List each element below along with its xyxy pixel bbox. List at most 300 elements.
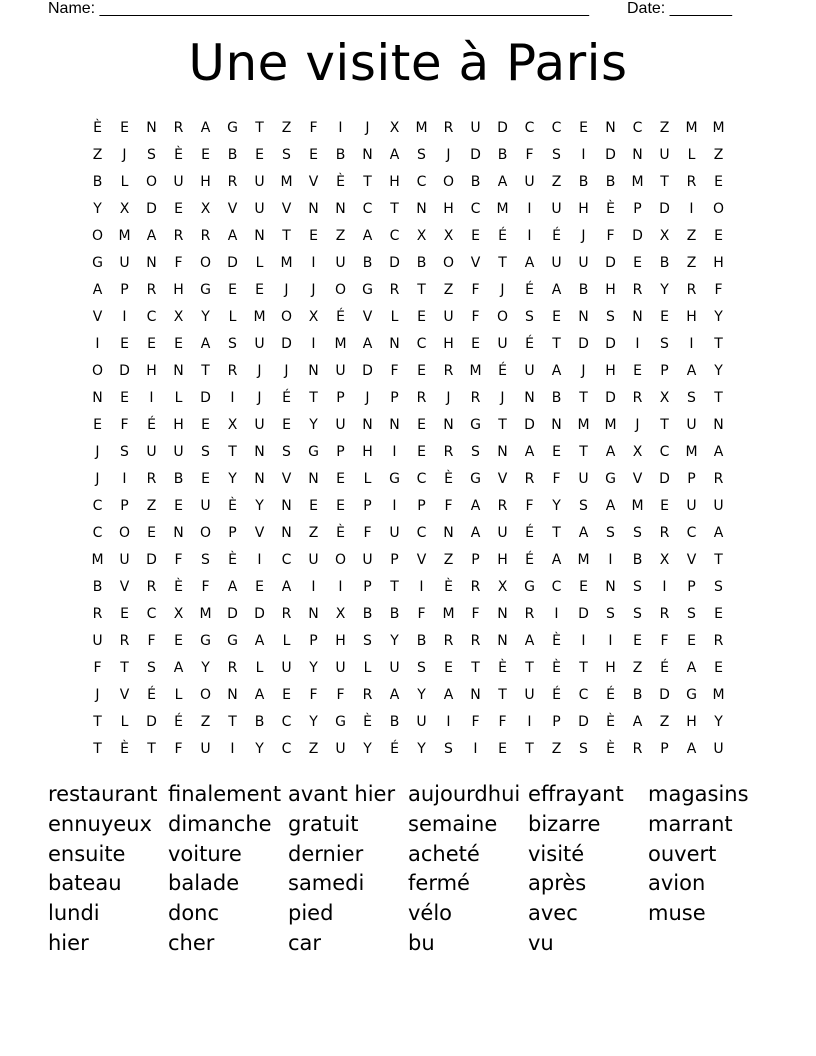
word-bank-item: dimanche [168,811,272,836]
grid-letter: A [470,524,481,541]
grid-letter: N [308,362,319,379]
grid-letter: E [633,632,642,649]
grid-letter: C [470,200,481,217]
grid-letter: B [92,173,103,190]
grid-letter: M [280,173,293,190]
grid-letter: U [200,497,211,514]
grid-letter: È [336,173,345,190]
word-bank-item: après [528,871,587,896]
grid-letter: È [606,740,615,757]
grid-letter: N [173,524,184,541]
grid-letter: G [92,254,103,271]
grid-letter: V [119,578,130,595]
grid-letter: M [442,605,455,622]
grid-letter: R [281,605,292,622]
grid-letter: U [578,470,589,487]
grid-letter: E [552,308,561,325]
grid-letter: U [173,173,184,190]
grid-letter: G [227,632,238,649]
grid-letter: R [173,119,184,136]
word-bank-item: muse [648,901,706,926]
grid-letter: A [686,740,697,757]
grid-letter: A [389,146,400,163]
grid-letter: E [579,578,588,595]
grid-letter: U [443,308,454,325]
grid-letter: G [605,470,616,487]
grid-letter: H [200,173,211,190]
grid-letter: F [336,686,345,703]
grid-letter: A [524,632,535,649]
grid-letter: T [525,740,534,757]
grid-letter: É [282,389,291,406]
grid-letter: U [659,146,670,163]
grid-letter: N [605,578,616,595]
grid-letter: U [389,524,400,541]
grid-letter: E [120,389,129,406]
grid-letter: D [578,713,589,730]
grid-letter: C [281,713,292,730]
grid-letter: L [120,713,129,730]
grid-letter: Z [686,227,697,244]
grid-letter: B [470,173,481,190]
grid-letter: A [578,524,589,541]
word-bank-item: ensuite [48,841,126,866]
grid-letter: L [255,659,264,676]
grid-letter: P [336,443,345,460]
grid-letter: V [308,173,319,190]
grid-letter: C [551,578,562,595]
grid-letter: N [497,443,508,460]
grid-letter: I [689,200,694,217]
grid-letter: X [443,227,454,244]
grid-letter: V [686,551,697,568]
grid-letter: H [605,659,616,676]
grid-letter: Y [714,362,723,379]
grid-letter: É [525,281,534,298]
grid-letter: R [362,686,373,703]
grid-letter: A [443,686,454,703]
grid-letter: I [311,578,316,595]
grid-letter: B [416,632,427,649]
grid-letter: V [416,551,427,568]
grid-letter: E [120,335,129,352]
grid-letter: O [145,173,158,190]
grid-letter: P [120,281,129,298]
grid-letter: I [446,713,451,730]
grid-letter: T [390,200,399,217]
grid-letter: E [309,146,318,163]
grid-row [84,195,732,222]
grid-letter: F [714,281,723,298]
grid-letter: H [686,713,697,730]
grid-letter: U [335,254,346,271]
grid-letter: M [685,443,698,460]
grid-letter: B [497,146,508,163]
grid-letter: T [714,389,723,406]
grid-letter: E [660,308,669,325]
grid-letter: J [122,146,127,163]
grid-letter: C [524,119,535,136]
grid-letter: I [95,335,100,352]
grid-letter: O [442,254,455,271]
grid-letter: N [335,200,346,217]
grid-letter: T [525,659,534,676]
grid-letter: S [714,578,723,595]
grid-letter: B [605,173,616,190]
grid-letter: U [146,443,157,460]
grid-letter: I [338,578,343,595]
word-search-grid [84,114,732,762]
grid-letter: T [309,389,318,406]
grid-letter: H [443,335,454,352]
grid-letter: N [254,227,265,244]
grid-letter: B [227,146,238,163]
grid-letter: L [255,254,264,271]
grid-letter: J [365,389,370,406]
grid-letter: D [227,254,238,271]
grid-letter: H [605,362,616,379]
grid-letter: C [416,524,427,541]
grid-letter: T [417,281,426,298]
grid-letter: C [92,524,103,541]
word-bank-item: avant hier [288,782,396,806]
grid-letter: T [93,713,102,730]
word-bank-item: vélo [408,901,453,926]
grid-letter: T [579,389,588,406]
grid-letter: N [605,119,616,136]
grid-letter: V [281,470,292,487]
word-bank-item: ouvert [648,841,717,866]
grid-letter: S [687,389,696,406]
grid-letter: R [443,119,454,136]
grid-letter: I [527,227,532,244]
grid-letter: D [146,713,157,730]
grid-letter: D [578,605,589,622]
grid-letter: S [579,740,588,757]
grid-letter: T [660,173,669,190]
grid-letter: T [579,443,588,460]
grid-letter: E [417,443,426,460]
grid-letter: B [335,146,346,163]
grid-letter: L [174,389,183,406]
grid-letter: B [389,605,400,622]
grid-row [84,654,732,681]
grid-letter: S [201,551,210,568]
grid-letter: A [551,551,562,568]
grid-letter: D [254,605,265,622]
grid-letter: D [524,416,535,433]
grid-letter: G [200,632,211,649]
grid-letter: X [659,389,670,406]
grid-letter: D [605,146,616,163]
grid-letter: C [578,686,589,703]
grid-letter: N [551,416,562,433]
grid-letter: U [173,443,184,460]
grid-letter: F [174,254,183,271]
word-bank-item: effrayant [528,782,624,806]
grid-letter: C [416,173,427,190]
grid-letter: I [473,740,478,757]
grid-letter: N [227,686,238,703]
grid-row [84,681,732,708]
grid-letter: R [119,632,130,649]
grid-letter: O [199,254,212,271]
grid-letter: D [659,470,670,487]
grid-letter: U [524,686,535,703]
grid-letter: Z [713,146,724,163]
grid-letter: N [308,470,319,487]
word-bank-item: fermé [408,871,470,896]
grid-letter: M [334,335,347,352]
grid-letter: Y [228,470,237,487]
word-bank-item: samedi [288,871,365,896]
word-bank-item: dernier [288,841,364,866]
grid-letter: N [443,416,454,433]
grid-letter: S [417,659,426,676]
grid-row [84,627,732,654]
grid-letter: E [633,254,642,271]
grid-letter: R [632,281,643,298]
grid-letter: L [363,470,372,487]
name-field-label: Name: _______________________________________________________ [48,0,589,17]
grid-letter: F [552,470,561,487]
grid-letter: R [200,227,211,244]
grid-letter: J [257,362,262,379]
grid-letter: T [498,254,507,271]
grid-letter: V [470,254,481,271]
grid-letter: B [254,713,265,730]
grid-letter: S [687,605,696,622]
grid-letter: U [335,659,346,676]
grid-letter: R [173,227,184,244]
grid-letter: È [498,659,507,676]
grid-letter: P [336,389,345,406]
grid-letter: O [712,200,725,217]
grid-letter: E [174,200,183,217]
grid-letter: F [525,497,534,514]
grid-letter: J [95,686,100,703]
grid-letter: I [257,551,262,568]
grid-row [84,303,732,330]
grid-letter: B [659,254,670,271]
grid-letter: X [308,308,319,325]
grid-row [84,735,732,762]
grid-letter: X [119,200,130,217]
grid-letter: É [606,686,615,703]
grid-letter: H [578,200,589,217]
grid-letter: Y [417,686,426,703]
grid-letter: S [633,605,642,622]
word-bank-item: lundi [48,901,100,926]
grid-letter: C [146,605,157,622]
grid-letter: T [714,335,723,352]
grid-letter: M [415,119,428,136]
grid-letter: U [470,119,481,136]
grid-letter: C [659,443,670,460]
grid-letter: È [444,578,453,595]
grid-letter: U [335,740,346,757]
grid-letter: X [416,227,427,244]
grid-letter: N [578,308,589,325]
word-bank-item: bu [408,930,435,955]
grid-letter: U [713,740,724,757]
grid-letter: É [552,227,561,244]
grid-letter: A [605,497,616,514]
grid-letter: F [363,524,372,541]
grid-letter: U [497,524,508,541]
grid-letter: R [524,605,535,622]
grid-letter: H [686,308,697,325]
grid-letter: A [551,281,562,298]
grid-letter: N [632,146,643,163]
grid-letter: A [227,227,238,244]
grid-letter: F [174,740,183,757]
grid-letter: P [363,497,372,514]
grid-letter: T [714,551,723,568]
grid-letter: L [228,308,237,325]
grid-letter: L [120,173,129,190]
grid-letter: D [227,605,238,622]
grid-letter: M [253,308,266,325]
word-bank-item: visité [528,841,585,866]
grid-letter: I [554,605,559,622]
grid-letter: Y [93,200,102,217]
grid-letter: Z [281,119,292,136]
grid-letter: C [146,308,157,325]
grid-letter: È [552,632,561,649]
grid-letter: E [255,146,264,163]
grid-letter: S [660,335,669,352]
grid-letter: N [497,632,508,649]
grid-letter: T [498,416,507,433]
grid-letter: I [608,632,613,649]
grid-letter: E [417,362,426,379]
grid-letter: Z [308,740,319,757]
grid-letter: B [632,551,643,568]
grid-letter: V [92,308,103,325]
word-bank-item: avion [648,871,706,896]
grid-letter: A [227,578,238,595]
grid-letter: V [254,524,265,541]
grid-letter: È [120,740,129,757]
grid-letter: X [227,416,238,433]
grid-letter: U [524,173,535,190]
word-bank-item: hier [48,930,89,955]
grid-letter: M [712,119,725,136]
grid-letter: A [389,686,400,703]
grid-letter: X [632,443,643,460]
grid-letter: F [525,146,534,163]
grid-letter: V [227,200,238,217]
grid-letter: M [631,497,644,514]
grid-letter: L [390,308,399,325]
grid-letter: R [632,740,643,757]
grid-letter: X [173,605,184,622]
grid-letter: È [93,119,102,136]
grid-letter: U [119,551,130,568]
grid-letter: Z [686,254,697,271]
grid-letter: T [255,119,264,136]
grid-letter: F [120,416,129,433]
grid-letter: O [118,524,131,541]
grid-letter: P [309,632,318,649]
grid-letter: S [606,605,615,622]
page-title: Une visite à Paris [188,34,628,92]
grid-letter: Z [308,524,319,541]
grid-letter: D [362,362,373,379]
grid-letter: N [389,335,400,352]
grid-letter: C [389,227,400,244]
grid-letter: Z [200,713,211,730]
grid-letter: É [147,686,156,703]
grid-letter: É [147,416,156,433]
grid-letter: R [146,470,157,487]
grid-letter: V [632,470,643,487]
word-bank-item: ennuyeux [48,811,152,836]
grid-letter: E [282,686,291,703]
grid-letter: È [336,524,345,541]
grid-row [84,114,732,141]
grid-letter: T [282,227,291,244]
grid-letter: D [146,200,157,217]
grid-letter: T [228,713,237,730]
grid-row [84,573,732,600]
grid-letter: Y [201,308,210,325]
grid-letter: F [201,578,210,595]
grid-letter: È [228,551,237,568]
grid-letter: T [390,578,399,595]
grid-letter: P [390,551,399,568]
grid-letter: R [470,389,481,406]
grid-row [84,330,732,357]
grid-letter: O [91,227,104,244]
grid-row [84,411,732,438]
grid-letter: S [201,443,210,460]
grid-letter: G [335,713,346,730]
grid-letter: A [254,686,265,703]
grid-letter: P [120,497,129,514]
grid-letter: G [200,281,211,298]
grid-letter: Y [660,281,669,298]
grid-letter: E [444,659,453,676]
grid-letter: E [309,227,318,244]
grid-letter: U [200,740,211,757]
grid-letter: H [497,551,508,568]
grid-letter: H [389,173,400,190]
grid-letter: U [686,416,697,433]
grid-letter: F [93,659,102,676]
grid-letter: C [362,200,373,217]
grid-letter: I [230,389,235,406]
grid-letter: R [92,605,103,622]
grid-letter: B [551,389,562,406]
grid-letter: R [686,173,697,190]
grid-letter: E [714,227,723,244]
grid-letter: G [470,416,481,433]
word-bank-item: cher [168,930,215,955]
grid-letter: S [363,632,372,649]
grid-letter: U [119,254,130,271]
grid-letter: F [390,362,399,379]
grid-letter: G [227,119,238,136]
grid-letter: A [524,254,535,271]
grid-letter: O [442,173,455,190]
grid-letter: H [443,200,454,217]
grid-letter: R [227,173,238,190]
grid-letter: C [632,119,643,136]
grid-letter: E [93,416,102,433]
grid-letter: I [581,146,586,163]
